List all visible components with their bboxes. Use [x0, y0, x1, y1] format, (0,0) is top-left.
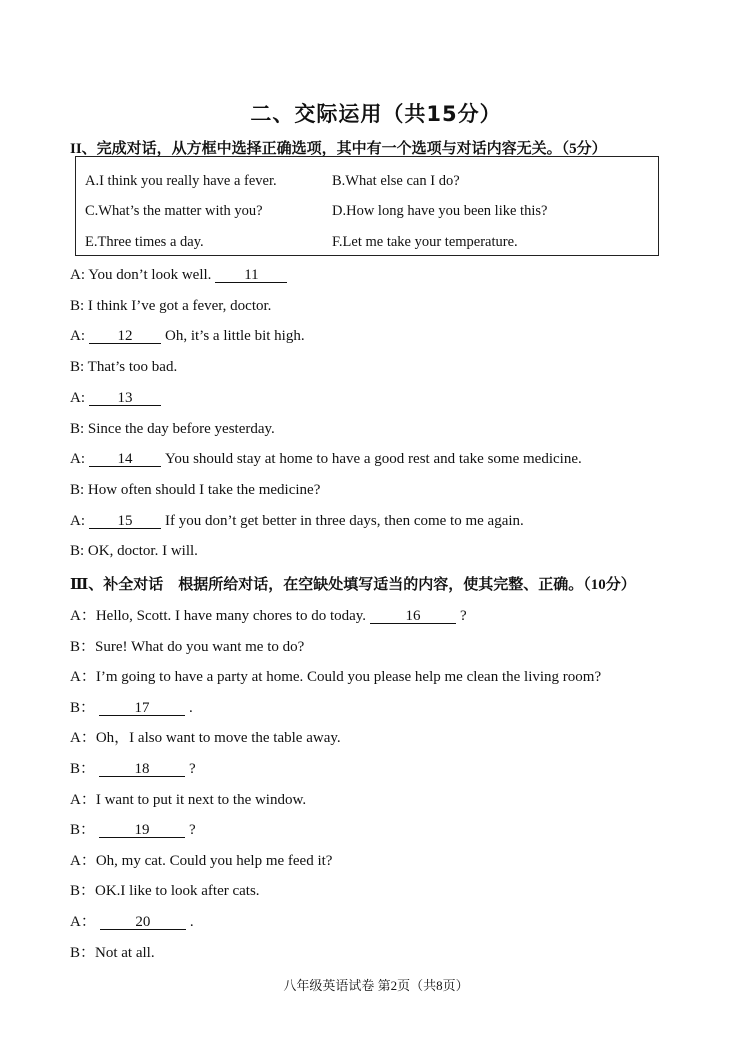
- dialogue-line: [70, 665, 601, 686]
- line-text: A: You don’t look well.: [70, 267, 212, 283]
- line-text: A:: [70, 451, 85, 468]
- line-text: B：: [70, 822, 96, 839]
- answer-blank-17[interactable]: 17: [99, 701, 185, 716]
- line-text: B：Sure! What do you want me to do?: [70, 638, 305, 655]
- line-text: B: I think I’ve got a fever, doctor.: [70, 297, 272, 314]
- line-text-after-blank: ?: [189, 761, 196, 777]
- line-text-after-blank: .: [189, 699, 193, 716]
- line-text: B：: [70, 761, 96, 777]
- line-text: A：I’m going to have a party at home. Could you please help me clean the living room?: [70, 669, 602, 686]
- answer-blank-15[interactable]: 15: [89, 514, 161, 529]
- option-d: D.How long have you been like this?: [332, 203, 548, 219]
- dialogue-line: [70, 849, 332, 870]
- dialogue-line: [70, 726, 341, 747]
- answer-blank-20[interactable]: 20: [100, 915, 186, 930]
- dialogue-line: [70, 818, 196, 839]
- line-text: B：Not at all.: [70, 944, 155, 961]
- dialogue-line: [70, 635, 304, 656]
- answer-blank-14[interactable]: 14: [89, 452, 161, 467]
- dialogue-line: [70, 421, 275, 438]
- line-text: B：OK.I like to look after cats.: [70, 883, 260, 900]
- line-text: A：Oh，I also want to move the table away.: [70, 730, 341, 747]
- option-e: E.Three times a day.: [85, 234, 204, 250]
- line-text: A:: [70, 512, 85, 529]
- section-3-heading: Ⅲ、补全对话 根据所给对话，在空缺处填写适当的内容，使其完整、正确。（10分）: [70, 577, 636, 593]
- line-text: B: Since the day before yesterday.: [70, 420, 275, 437]
- answer-blank-18[interactable]: 18: [99, 762, 185, 777]
- dialogue-line: [70, 696, 193, 717]
- dialogue-line: [70, 543, 198, 560]
- option-a: A.I think you really have a fever.: [85, 173, 277, 189]
- line-text-after-blank: ?: [189, 822, 196, 839]
- line-text-after-blank: Oh, it’s a little bit high.: [165, 328, 305, 345]
- dialogue-line: [70, 879, 260, 900]
- dialogue-line: [70, 513, 524, 530]
- line-text: B: How often should I take the medicine?: [70, 481, 321, 498]
- dialogue-line: [70, 359, 177, 376]
- dialogue-line: [70, 910, 194, 931]
- line-text-after-blank: .: [189, 914, 194, 930]
- answer-blank-11[interactable]: 11: [215, 268, 287, 283]
- dialogue-line: [70, 604, 467, 625]
- line-text: B：: [70, 699, 96, 716]
- option-c: C.What’s the matter with you?: [85, 203, 263, 219]
- answer-blank-19[interactable]: 19: [99, 823, 185, 838]
- line-text: A：I want to put it next to the window.: [70, 791, 307, 808]
- dialogue-line: [70, 328, 305, 345]
- dialogue-line: [70, 267, 291, 284]
- line-text: A：: [70, 914, 96, 930]
- dialogue-line: [70, 941, 155, 962]
- dialogue-line: [70, 298, 271, 315]
- dialogue-line: [70, 482, 320, 499]
- line-text-after-blank: If you don’t get better in three days, then come to me again.: [165, 512, 524, 529]
- line-text: B: That’s too bad.: [70, 359, 178, 376]
- dialogue-line: [70, 788, 306, 809]
- line-text: B: OK, doctor. I will.: [70, 543, 198, 560]
- line-text: A:: [70, 389, 85, 406]
- page-title: 二、交际运用（共15分）: [250, 102, 502, 126]
- options-box: [75, 156, 659, 256]
- line-text-after-blank: You should stay at home to have a good rest and take some medicine.: [165, 451, 582, 468]
- section-2-heading: II、完成对话，从方框中选择正确选项，其中有一个选项与对话内容无关。（5分）: [70, 141, 607, 157]
- dialogue-line: [70, 451, 582, 468]
- line-text: A：Hello, Scott. I have many chores to do today.: [70, 608, 367, 624]
- line-text: A：Oh, my cat. Could you help me feed it?: [70, 852, 333, 869]
- line-text-after-blank: ?: [460, 608, 467, 624]
- page-footer: 八年级英语试卷 第2页（共8页）: [283, 978, 469, 993]
- answer-blank-16[interactable]: 16: [370, 609, 456, 624]
- dialogue-line: [70, 390, 165, 407]
- dialogue-line: [70, 757, 196, 778]
- answer-blank-12[interactable]: 12: [89, 329, 161, 344]
- answer-blank-13[interactable]: 13: [89, 391, 161, 406]
- option-f: F.Let me take your temperature.: [332, 234, 518, 250]
- line-text: A:: [70, 328, 85, 345]
- option-b: B.What else can I do?: [332, 173, 460, 189]
